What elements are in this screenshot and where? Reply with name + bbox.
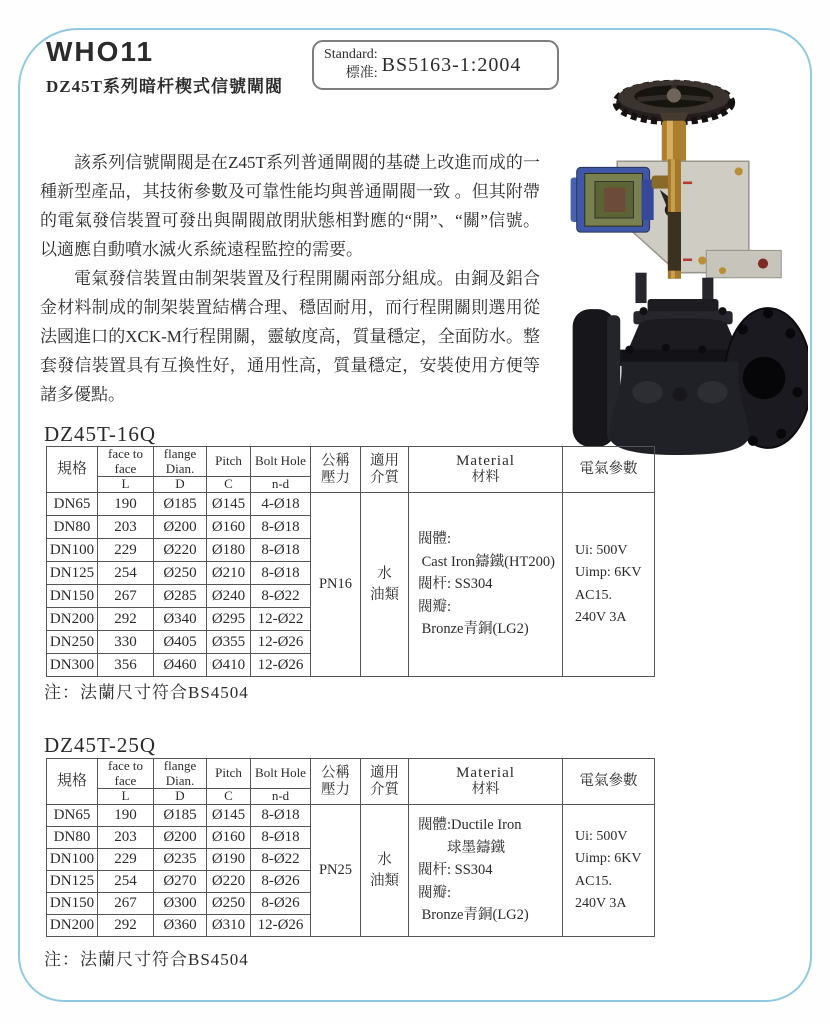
- table-cell: Ø240: [207, 585, 251, 608]
- col-sub-nd: n-d: [251, 477, 311, 493]
- col-material: Material 材料: [409, 447, 563, 493]
- intro-text: [40, 148, 540, 409]
- table-cell: Ø160: [207, 516, 251, 539]
- col-electrical: 電氣參數: [563, 447, 655, 493]
- table-cell: 254: [98, 871, 154, 893]
- table-cell: 203: [98, 827, 154, 849]
- table-cell: 330: [98, 631, 154, 654]
- table-cell: 292: [98, 915, 154, 937]
- electrical-cell: Ui: 500V Uimp: 6KV AC15. 240V 3A: [563, 493, 655, 677]
- table-cell: 190: [98, 493, 154, 516]
- table-cell: 267: [98, 585, 154, 608]
- col-electrical: 電氣參數: [563, 759, 655, 805]
- page-title: WHO11: [46, 36, 155, 67]
- table-cell: DN150: [47, 585, 98, 608]
- standard-label-zh: 標准:: [345, 66, 378, 81]
- table-cell: DN200: [47, 915, 98, 937]
- table-cell: Ø145: [207, 493, 251, 516]
- material-cell: 閥體: Cast Iron鑄鐵(HT200) 閥杆: SS304 閥瓣: Bronze青銅(LG2): [409, 493, 563, 677]
- table-header: [47, 447, 655, 493]
- table-cell: 8-Ø18: [251, 562, 311, 585]
- table-cell: 229: [98, 849, 154, 871]
- medium-cell: 水 油類: [361, 493, 409, 677]
- col-spec: 規格: [47, 759, 98, 805]
- table-cell: Ø270: [154, 871, 207, 893]
- col-sub-d: D: [154, 789, 207, 805]
- col-face-to-face: face to face: [98, 447, 154, 477]
- electrical-cell: Ui: 500V Uimp: 6KV AC15. 240V 3A: [563, 805, 655, 937]
- col-face-to-face: face to face: [98, 759, 154, 789]
- table-cell: Ø285: [154, 585, 207, 608]
- standard-label-en: Standard:: [324, 47, 378, 63]
- intro-paragraph-1: 該系列信號閘閥是在Z45T系列普通閘閥的基礎上改進而成的一種新型產品，其技術參數及可靠性能均與普通閘閥一致 。但其附帶的電氣發信裝置可發出與閘閥啟閉狀態相對應的“開”、“關”信號。以適應自動噴水滅火系統遠程監控的需要。: [40, 153, 540, 259]
- page-subtitle: DZ45T系列暗杆楔式信號閘閥: [46, 77, 283, 96]
- standard-box: [312, 40, 559, 90]
- table-cell: 254: [98, 562, 154, 585]
- table-cell: DN250: [47, 631, 98, 654]
- table-cell: Ø360: [154, 915, 207, 937]
- table-cell: DN80: [47, 827, 98, 849]
- intro-paragraph-2: 電氣發信裝置由制架裝置及行程開關兩部分組成。由銅及鋁合金材料制成的制架裝置結構合理、穩固耐用，而行程開關則選用從法國進口的XCK-M行程開關，靈敏度高，質量穩定，全面防水。整套發信裝置具有互換性好，通用性高，質量穩定，安裝使用方便等諸多優點。: [40, 269, 540, 404]
- col-medium: 適用 介質: [361, 759, 409, 805]
- table-cell: 4-Ø18: [251, 493, 311, 516]
- pressure-cell: PN25: [311, 805, 361, 937]
- table-cell: 190: [98, 805, 154, 827]
- table-cell: 292: [98, 608, 154, 631]
- flange-note-2: 注：法蘭尺寸符合BS4504: [44, 950, 249, 969]
- material-cell: 閥體:Ductile Iron 球墨鑄鐵 閥杆: SS304 閥瓣: Bronze青銅(LG2): [409, 805, 563, 937]
- table-cell: 12-Ø26: [251, 654, 311, 677]
- col-spec: 規格: [47, 447, 98, 493]
- table-cell: Ø460: [154, 654, 207, 677]
- flange-note-1: 注：法蘭尺寸符合BS4504: [44, 683, 249, 702]
- section-title-dz45t-16q: DZ45T-16Q: [44, 422, 157, 446]
- limit-switch-icon: [571, 167, 654, 232]
- table-cell: 8-Ø18: [251, 539, 311, 562]
- table-cell: 8-Ø22: [251, 585, 311, 608]
- table-cell: Ø220: [154, 539, 207, 562]
- col-flange-dian: flange Dian.: [154, 759, 207, 789]
- col-pitch: Pitch: [207, 759, 251, 789]
- table-cell: 12-Ø26: [251, 915, 311, 937]
- spec-table-dz45t-25q: [46, 758, 655, 937]
- medium-cell: 水 油類: [361, 805, 409, 937]
- table-cell: 203: [98, 516, 154, 539]
- table-cell: Ø160: [207, 827, 251, 849]
- table-cell: 12-Ø22: [251, 608, 311, 631]
- table-cell: Ø340: [154, 608, 207, 631]
- pressure-cell: PN16: [311, 493, 361, 677]
- col-pressure: 公稱 壓力: [311, 759, 361, 805]
- table-cell: Ø185: [154, 805, 207, 827]
- table-cell: 8-Ø26: [251, 871, 311, 893]
- section-title-dz45t-25q: DZ45T-25Q: [44, 733, 157, 757]
- table-cell: 356: [98, 654, 154, 677]
- table-cell: 8-Ø22: [251, 849, 311, 871]
- table-cell: DN100: [47, 849, 98, 871]
- table-cell: 267: [98, 893, 154, 915]
- col-sub-d: D: [154, 477, 207, 493]
- table-cell: DN300: [47, 654, 98, 677]
- table-cell: Ø300: [154, 893, 207, 915]
- col-medium: 適用 介質: [361, 447, 409, 493]
- table-row: [47, 805, 655, 827]
- col-pitch: Pitch: [207, 447, 251, 477]
- table-cell: Ø310: [207, 915, 251, 937]
- table-cell: Ø200: [154, 516, 207, 539]
- col-pressure: 公稱 壓力: [311, 447, 361, 493]
- table-cell: DN65: [47, 805, 98, 827]
- col-flange-dian: flange Dian.: [154, 447, 207, 477]
- table-cell: Ø210: [207, 562, 251, 585]
- col-bolt-hole: Bolt Hole: [251, 759, 311, 789]
- table-header: [47, 759, 655, 805]
- table-cell: DN100: [47, 539, 98, 562]
- table-cell: Ø295: [207, 608, 251, 631]
- table-cell: Ø190: [207, 849, 251, 871]
- table-cell: Ø410: [207, 654, 251, 677]
- table-cell: 229: [98, 539, 154, 562]
- table-row: [47, 493, 655, 516]
- table-cell: DN125: [47, 871, 98, 893]
- table-cell: DN200: [47, 608, 98, 631]
- col-sub-nd: n-d: [251, 789, 311, 805]
- table-cell: Ø180: [207, 539, 251, 562]
- table-cell: 8-Ø26: [251, 893, 311, 915]
- table-cell: Ø220: [207, 871, 251, 893]
- table-cell: DN80: [47, 516, 98, 539]
- col-sub-l: L: [98, 477, 154, 493]
- catalog-page: [18, 28, 812, 1002]
- table-cell: Ø145: [207, 805, 251, 827]
- col-sub-c: C: [207, 477, 251, 493]
- table-cell: Ø250: [207, 893, 251, 915]
- table-cell: Ø355: [207, 631, 251, 654]
- col-sub-c: C: [207, 789, 251, 805]
- table-cell: DN65: [47, 493, 98, 516]
- col-material: Material 材料: [409, 759, 563, 805]
- table-cell: Ø250: [154, 562, 207, 585]
- col-sub-l: L: [98, 789, 154, 805]
- standard-labels: [324, 46, 378, 84]
- spec-table-dz45t-16q: [46, 446, 655, 677]
- table-cell: DN125: [47, 562, 98, 585]
- table-cell: Ø235: [154, 849, 207, 871]
- table-cell: Ø185: [154, 493, 207, 516]
- table-cell: DN150: [47, 893, 98, 915]
- table-cell: Ø405: [154, 631, 207, 654]
- table-cell: 12-Ø26: [251, 631, 311, 654]
- table-cell: 8-Ø18: [251, 516, 311, 539]
- standard-value: BS5163-1:2004: [381, 53, 522, 76]
- col-bolt-hole: Bolt Hole: [251, 447, 311, 477]
- table-cell: 8-Ø18: [251, 827, 311, 849]
- table-cell: Ø200: [154, 827, 207, 849]
- table-cell: 8-Ø18: [251, 805, 311, 827]
- valve-photo: [554, 58, 808, 458]
